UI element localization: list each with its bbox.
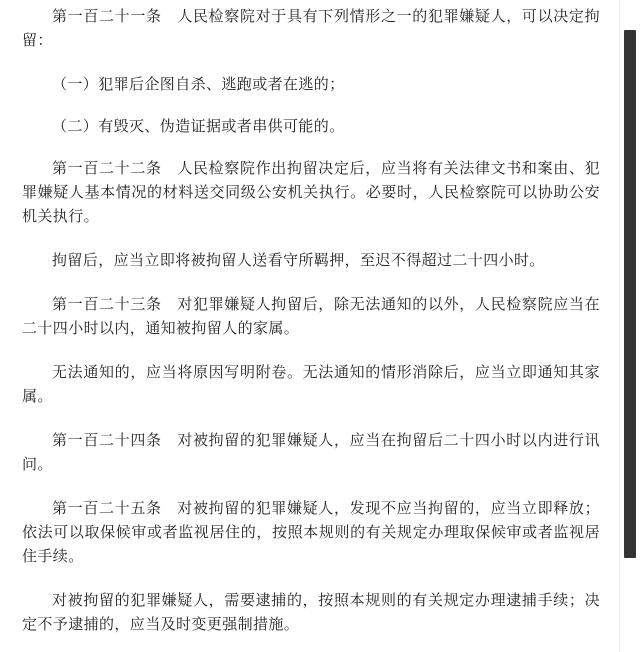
article-124-paragraph: 第一百二十四条 对被拘留的犯罪嫌疑人，应当在拘留后二十四小时以内进行讯问。 [22,431,600,473]
article-125-paragraph: 第一百二十五条 对被拘留的犯罪嫌疑人，发现不应当拘留的，应当立即释放；依法可以取保候审或者监视居住的，按照本规则的有关规定办理取保候审或者监视居住手续。 [22,499,600,565]
article-121-item-2: （二）有毁灭、伪造证据或者串供可能的。 [52,117,345,135]
document-body [22,4,600,652]
article-122-detention-paragraph: 拘留后，应当立即将被拘留人送看守所羁押，至迟不得超过二十四小时。 [52,251,545,269]
article-125-arrest-paragraph: 对被拘留的犯罪嫌疑人，需要逮捕的，按照本规则的有关规定办理逮捕手续；决定不予逮捕的，应当及时变更强制措施。 [22,591,600,633]
vertical-scrollbar[interactable] [619,0,640,652]
article-123-paragraph: 第一百二十三条 对犯罪嫌疑人拘留后，除无法通知的以外，人民检察院应当在二十四小时以内，通知被拘留人的家属。 [22,295,600,337]
article-123-notice-paragraph: 无法通知的，应当将原因写明附卷。无法通知的情形消除后，应当立即通知其家属。 [22,363,600,405]
article-121-paragraph: 第一百二十一条 人民检察院对于具有下列情形之一的犯罪嫌疑人，可以决定拘留： [22,7,600,49]
article-122-paragraph: 第一百二十二条 人民检察院作出拘留决定后，应当将有关法律文书和案由、犯罪嫌疑人基本情况的材料送交同级公安机关执行。必要时，人民检察院可以协助公安机关执行。 [22,159,600,225]
scrollbar-thumb[interactable] [624,30,636,558]
article-121-item-1: （一）犯罪后企图自杀、逃跑或者在逃的； [52,75,345,93]
